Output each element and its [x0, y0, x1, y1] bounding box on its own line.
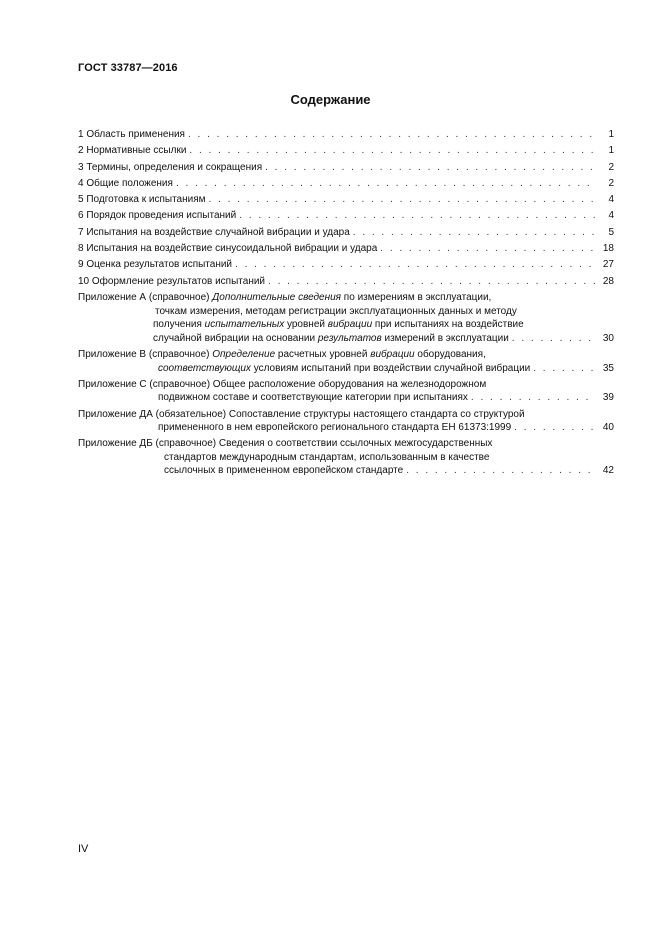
- appendix-line: [78, 391, 614, 405]
- appendix-line: [78, 421, 614, 435]
- leader-dots: [380, 242, 596, 256]
- page-number: IV: [78, 843, 89, 855]
- appendix-italic-text: результатов: [317, 332, 382, 344]
- appendix-text: уровней: [284, 319, 328, 331]
- appendix-heading: Приложение А (справочное): [78, 291, 213, 303]
- leader-dots: [239, 209, 596, 223]
- toc-entry-3[interactable]: [78, 161, 614, 175]
- toc-entry-page: 4: [608, 194, 614, 206]
- toc-entry-page: 1: [608, 145, 614, 157]
- toc-appendix-db[interactable]: [78, 437, 614, 478]
- toc-entry-page: 27: [602, 259, 614, 271]
- appendix-line: точкам измерения, методам регистрации эксплуатационных данных и методу: [155, 305, 517, 317]
- leader-dots: [176, 177, 596, 191]
- leader-dots: [533, 362, 596, 376]
- leader-dots: [209, 193, 596, 207]
- toc-entry-2[interactable]: [78, 144, 614, 158]
- toc-entry-page: 35: [602, 362, 614, 374]
- appendix-line: [78, 332, 614, 346]
- leader-dots: [353, 226, 596, 240]
- appendix-text: расчетных уровней: [275, 348, 371, 360]
- leader-dots: [471, 391, 596, 405]
- appendix-line: [78, 318, 614, 332]
- appendix-italic-text: Дополнительные сведения: [212, 291, 342, 303]
- leader-dots: [189, 144, 596, 158]
- standard-code: ГОСТ 33787—2016: [78, 62, 178, 74]
- appendix-line: стандартов международным стандартам, использованным в качестве: [164, 451, 490, 463]
- toc-entry-label: 3 Термины, определения и сокращения: [78, 161, 263, 173]
- appendix-italic-text: Определение: [212, 348, 276, 360]
- appendix-text: ссылочных в примененном европейском стандарте: [164, 465, 404, 477]
- toc-entry-page: 28: [602, 275, 614, 287]
- leader-dots: [514, 421, 596, 435]
- toc-entry-page: 2: [608, 161, 614, 173]
- toc-entry-8[interactable]: [78, 242, 614, 256]
- appendix-text: подвижном составе и соответствующие категории при испытаниях: [158, 392, 468, 404]
- appendix-text: условиям испытаний при воздействии случайной вибрации: [250, 362, 531, 374]
- leader-dots: [235, 258, 596, 272]
- leader-dots: [265, 161, 596, 175]
- toc-entry-label: 5 Подготовка к испытаниям: [78, 194, 206, 206]
- toc-entry-page: 30: [602, 332, 614, 344]
- toc-entry-page: 42: [602, 465, 614, 477]
- appendix-text-group: [153, 332, 509, 346]
- toc-appendix-a[interactable]: [78, 291, 614, 345]
- appendix-line: Приложение ДА (обязательное) Сопоставление структуры настоящего стандарта со структурой: [78, 408, 525, 420]
- appendix-text: при испытаниях на воздействие: [372, 319, 524, 331]
- leader-dots: [268, 275, 596, 289]
- appendix-heading: Приложение В (справочное): [78, 348, 213, 360]
- toc-entry-page: 2: [608, 177, 614, 189]
- toc-entry-page: 4: [608, 210, 614, 222]
- appendix-italic-text: испытательных: [204, 319, 285, 331]
- appendix-text: примененного в нем европейского регионального стандарта ЕН 61373:1999: [158, 422, 512, 434]
- toc-entry-page: 1: [608, 129, 614, 140]
- appendix-italic-text: вибрации: [370, 348, 415, 360]
- appendix-line: [78, 348, 614, 362]
- table-of-contents: [78, 128, 614, 481]
- appendix-line: Приложение С (справочное) Общее расположение оборудования на железнодорожном: [78, 378, 487, 390]
- toc-entry-label: 1 Область применения: [78, 129, 185, 140]
- toc-appendix-c[interactable]: [78, 378, 614, 405]
- toc-entry-page: 18: [602, 243, 614, 255]
- leader-dots: [188, 128, 596, 142]
- appendix-italic-text: соответствующих: [158, 362, 251, 374]
- appendix-text: оборудования,: [414, 348, 486, 360]
- toc-entry-page: 40: [602, 422, 614, 434]
- appendix-line: [78, 464, 614, 478]
- toc-entry-9[interactable]: [78, 258, 614, 272]
- toc-entry-label: 7 Испытания на воздействие случайной вибрации и удара: [78, 226, 350, 238]
- toc-entry-label: 6 Порядок проведения испытаний: [78, 210, 237, 222]
- toc-entry-label: 4 Общие положения: [78, 177, 173, 189]
- toc-entry-page: 39: [602, 392, 614, 404]
- toc-entry-10[interactable]: [78, 275, 614, 289]
- page-title: Содержание: [290, 92, 371, 107]
- toc-entry-label: 8 Испытания на воздействие синусоидальной вибрации и удара: [78, 243, 378, 255]
- appendix-text: случайной вибрации на основании: [153, 332, 318, 344]
- toc-appendix-b[interactable]: [78, 348, 614, 375]
- toc-entry-7[interactable]: [78, 226, 614, 240]
- toc-entry-label: 9 Оценка результатов испытаний: [78, 259, 233, 271]
- leader-dots: [512, 332, 596, 346]
- appendix-text: измерений в эксплуатации: [381, 332, 509, 344]
- toc-entry-label: 2 Нормативные ссылки: [78, 145, 187, 157]
- toc-entry-label: 10 Оформление результатов испытаний: [78, 275, 266, 287]
- toc-entry-4[interactable]: [78, 177, 614, 191]
- appendix-line: [78, 362, 614, 376]
- appendix-line: [78, 291, 614, 305]
- toc-entry-page: 5: [608, 226, 614, 238]
- toc-entry-6[interactable]: [78, 209, 614, 223]
- toc-appendix-da[interactable]: [78, 408, 614, 435]
- appendix-italic-text: вибрации: [327, 319, 373, 331]
- toc-entry-5[interactable]: [78, 193, 614, 207]
- appendix-text: по измерениям в эксплуатации,: [341, 291, 492, 303]
- appendix-text-group: [158, 362, 530, 376]
- appendix-text: получения: [153, 319, 205, 331]
- appendix-line: Приложение ДБ (справочное) Сведения о соответствии ссылочных межгосударственных: [78, 438, 493, 450]
- toc-entry-1[interactable]: [78, 128, 614, 142]
- leader-dots: [406, 464, 596, 478]
